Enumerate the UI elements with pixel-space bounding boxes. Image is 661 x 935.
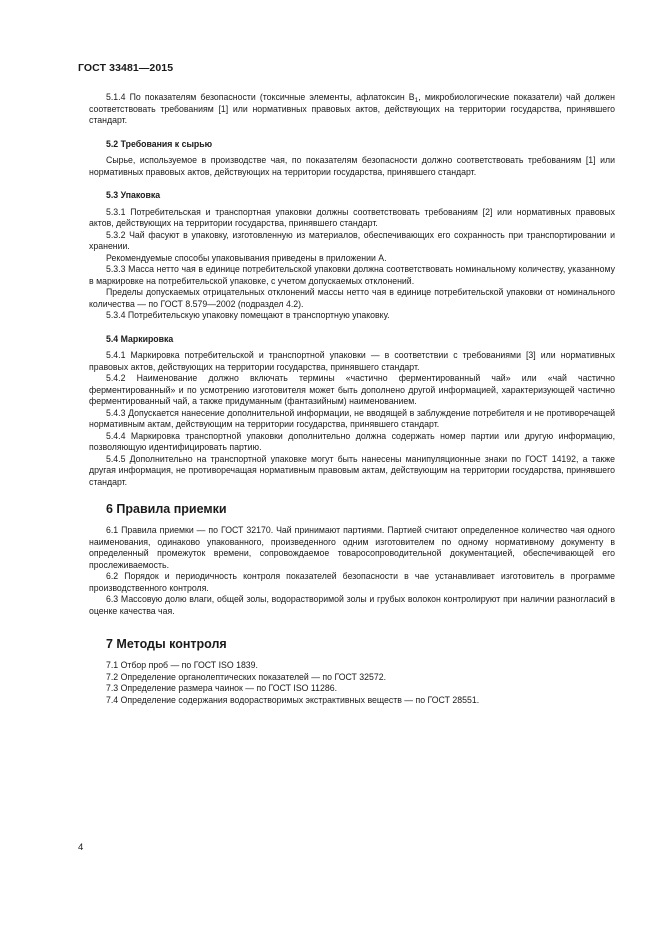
paragraph: 6.3 Массовую долю влаги, общей золы, водорастворимой золы и грубых волокон контролируют при наличии разногласий в оценке качества чая. <box>89 594 615 616</box>
list-item: 7.3 Определение размера чаинок — по ГОСТ ISO 11286. <box>106 683 338 693</box>
paragraph: 5.4.1 Маркировка потребительской и транспортной упаковки — в соответствии с требованиями [3] или нормативных правовых актов, действующих на территории государства, принявшего стандарт. <box>89 350 615 372</box>
section-heading-7: 7 Методы контроля <box>106 637 227 651</box>
paragraph: 5.4.5 Дополнительно на транспортной упаковке могут быть нанесены манипуляционные знаки по ГОСТ 14192, а также другая информация, не противоречащая нормативным правовым актам, действующим на территории государства, принявшего стандарт. <box>89 453 615 487</box>
paragraph: 5.3.1 Потребительская и транспортная упаковки должны соответствовать требованиям [2] или нормативных правовых актов, действующих на территории государства, принявшего стандарт. <box>89 206 615 228</box>
clause-5-1-4: 5.1.4 По показателям безопасности (токсичные элементы, афлатоксин $В_1$, микробиологические показатели) чай должен соответствовать требованиям [1] или нормативных правовых актов, действующих на территории государства, принявшего стандарт. <box>89 92 615 125</box>
paragraph: Рекомендуемые способы упаковывания приведены в приложении А. <box>106 252 387 263</box>
paragraph: 5.4.3 Допускается нанесение дополнительной информации, не вводящей в заблуждение потребителя и не противоречащей нормативным актам, действующим на территории государства, принявшего стандарт. <box>89 407 615 429</box>
list-item: 7.4 Определение содержания водорастворимых экстрактивных веществ — по ГОСТ 28551. <box>106 694 480 705</box>
paragraph: 5.3.2 Чай фасуют в упаковку, изготовленную из материалов, обеспечивающих его сохранность при транспортировании и хранении. <box>89 229 615 251</box>
document-body <box>89 92 615 706</box>
document-header: ГОСТ 33481—2015 <box>78 62 174 74</box>
paragraph: Сырье, используемое в производстве чая, по показателям безопасности должно соответствовать требованиям [1] или нормативных правовых актов, действующих на территории государства, принявшего стандарт. <box>89 155 615 177</box>
paragraph: 6.2 Порядок и периодичность контроля показателей безопасности в чае устанавливает изготовитель в программе производственного контроля. <box>89 571 615 593</box>
paragraph: Пределы допускаемых отрицательных отклонений массы нетто чая в единице потребительской упаковки от номинального количества — по ГОСТ 8.579—2002 (подраздел 4.2). <box>89 287 615 309</box>
paragraph: 5.4.2 Наименование должно включать термины «частично ферментированный чай» или «чай частично ферментированный» и по усмотрению изготовителя может быть дополнено другой информацией, характеризующей частично ферментированный чай, а также придуманным (фантазийным) наименованием. <box>89 373 615 406</box>
list-item: 7.2 Определение органолептических показателей — по ГОСТ 32572. <box>106 671 387 682</box>
list-item: 7.1 Отбор проб — по ГОСТ ISO 1839. <box>106 660 258 670</box>
paragraph: 5.3.4 Потребительскую упаковку помещают в транспортную упаковку. <box>106 310 390 320</box>
section-heading-5-3: 5.3 Упаковка <box>106 190 161 200</box>
paragraph: 6.1 Правила приемки — по ГОСТ 32170. Чай принимают партиями. Партией считают определенное количество чая одного наименования, одинаково упакованного, произведенного одним изготовителем по одному нормативному документу в определенный промежуток времени, сопровождаемое товаросопроводительной документацией, обеспечивающей его прослеживаемость. <box>89 525 615 570</box>
paragraph: 5.4.4 Маркировка транспортной упаковки дополнительно должна содержать номер партии или другую информацию, позволяющую идентифицировать партию. <box>89 430 615 452</box>
section-heading-5-4: 5.4 Маркировка <box>106 333 174 344</box>
section-heading-6: 6 Правила приемки <box>106 502 227 516</box>
subscript: 1 <box>414 97 419 104</box>
page-number: 4 <box>78 842 84 853</box>
paragraph: 5.3.3 Масса нетто чая в единице потребительской упаковки должна соответствовать номинальному количеству, указанному в маркировке на потребительской упаковке, с учетом допускаемых отклонений. <box>89 264 615 286</box>
section-heading-5-2: 5.2 Требования к сырью <box>106 138 213 149</box>
